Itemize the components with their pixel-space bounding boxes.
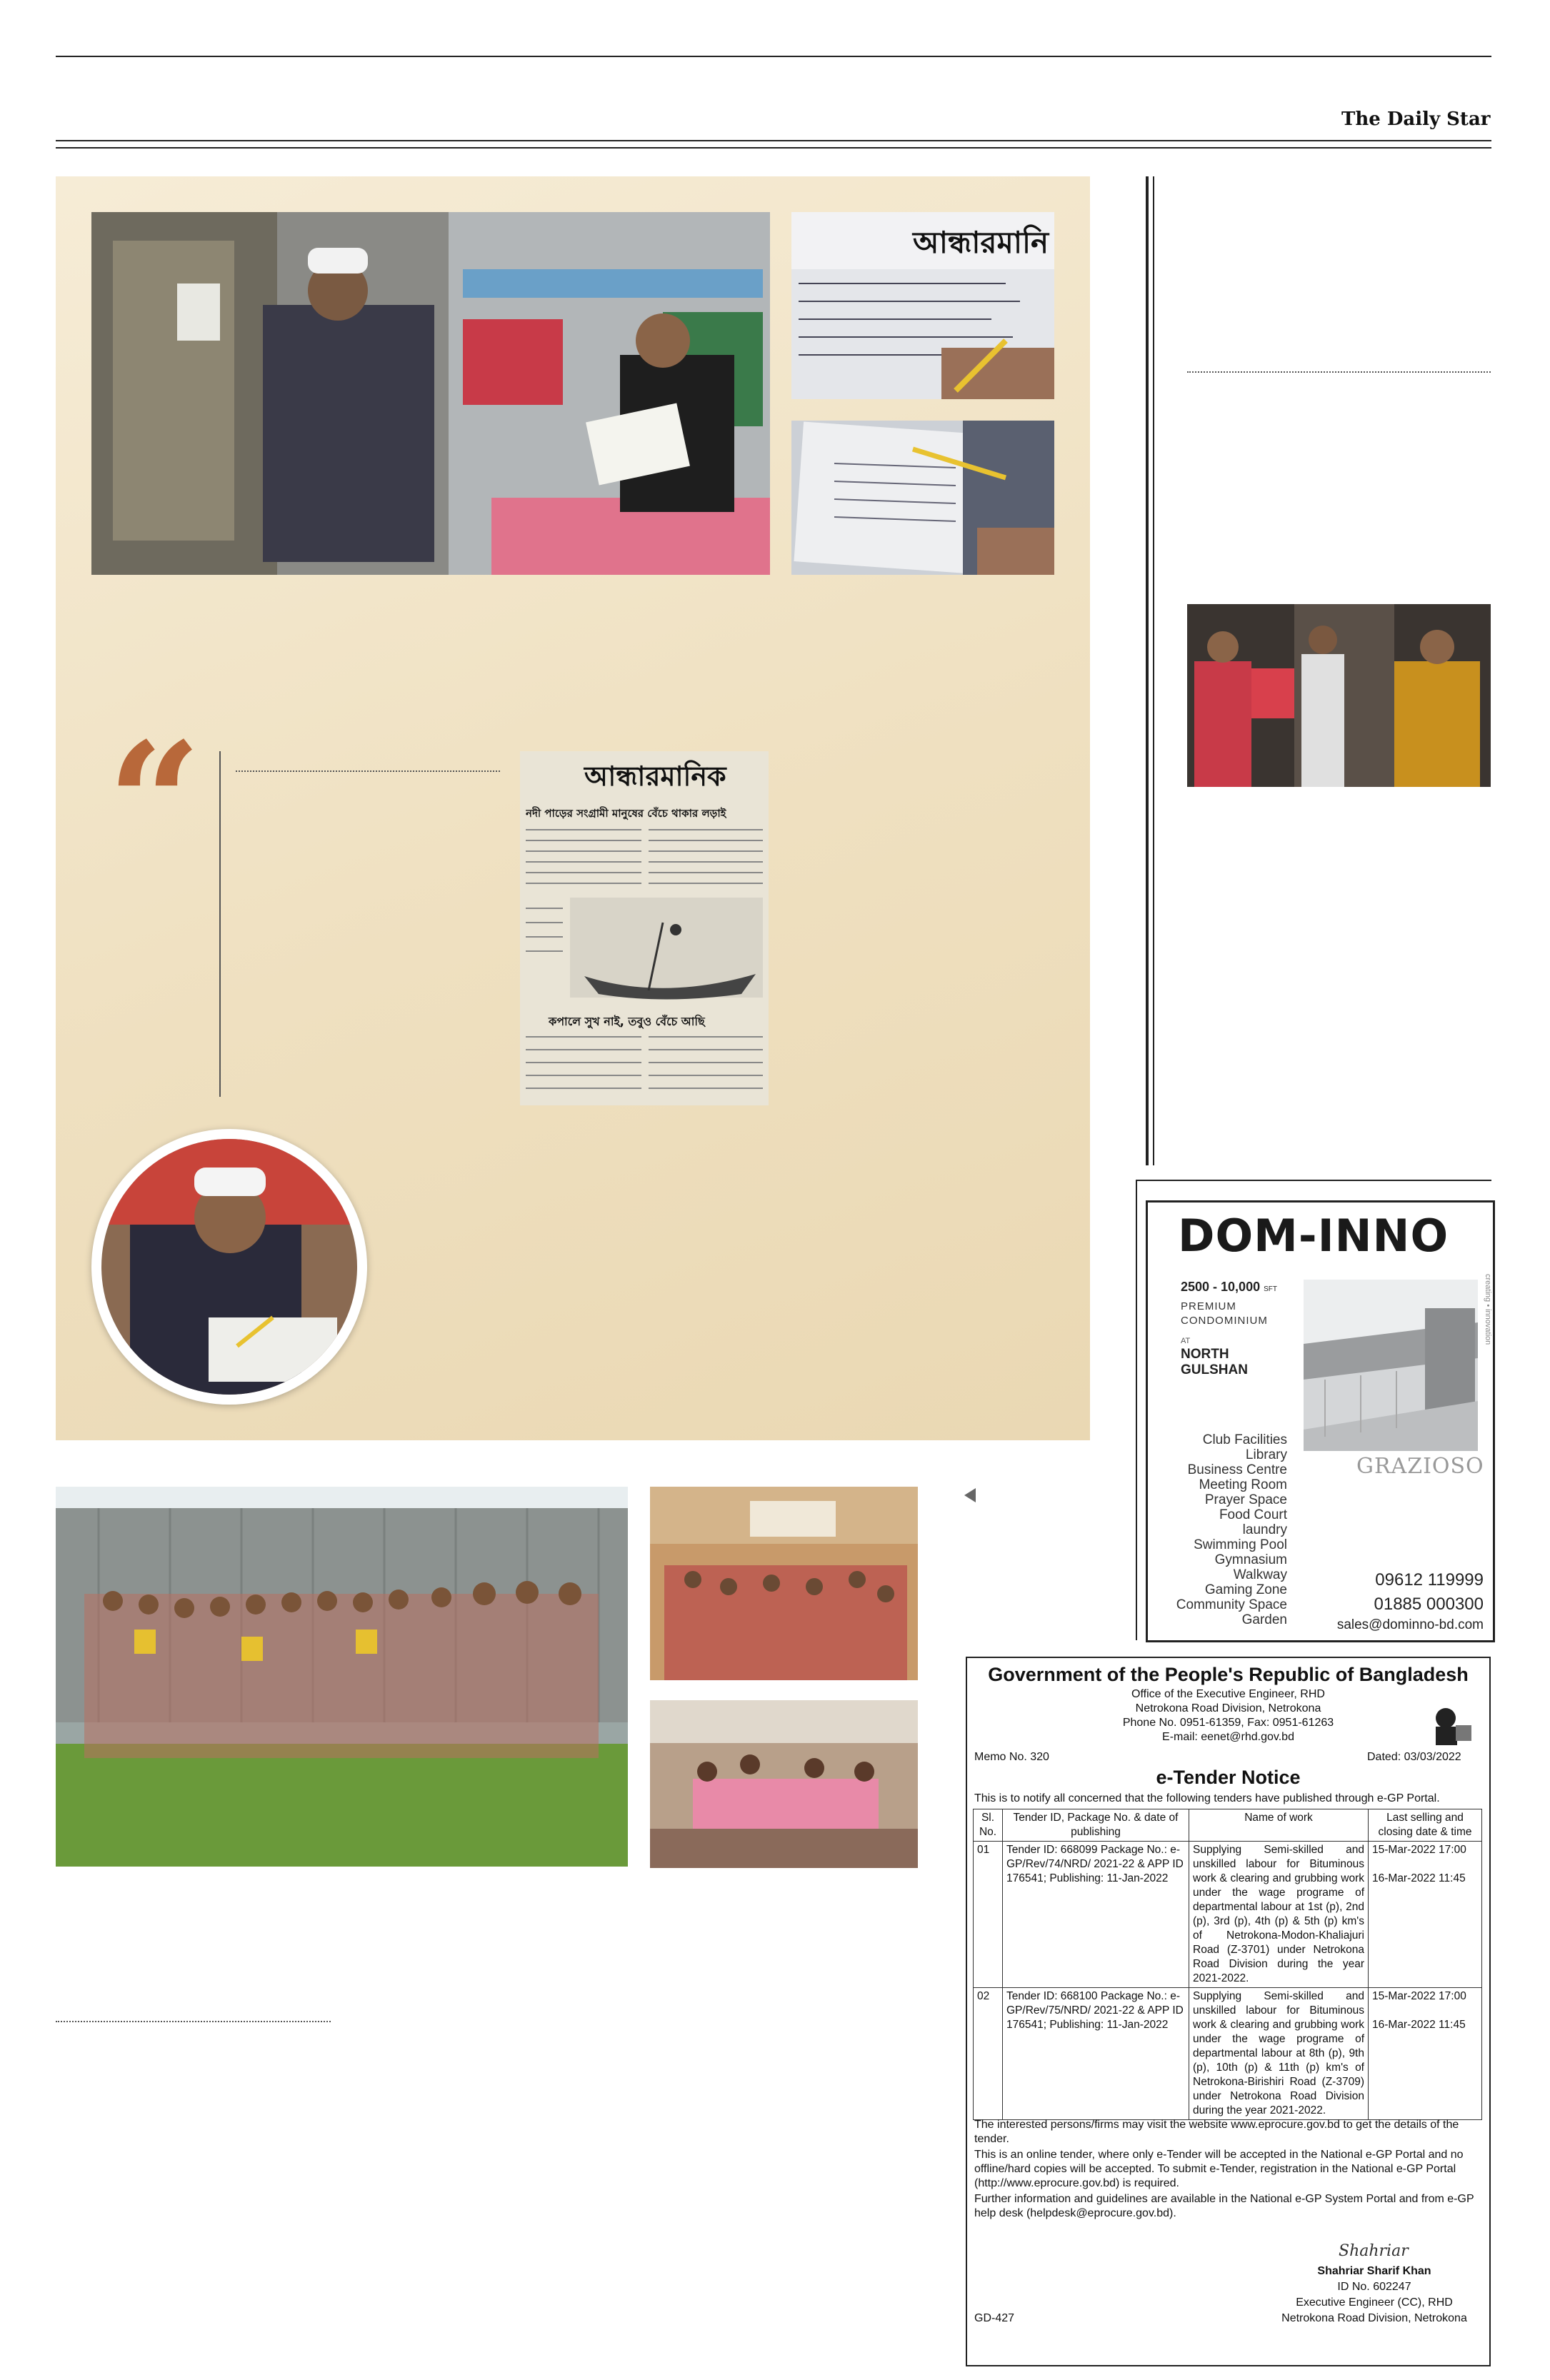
facility-item: laundry — [1242, 1522, 1287, 1537]
govt-logo-icon — [1424, 1698, 1474, 1748]
facility-item: Library — [1245, 1447, 1287, 1462]
ad-type-line1: PREMIUM — [1181, 1300, 1236, 1312]
classroom-photo-1 — [650, 1487, 918, 1680]
facility-item: Swimming Pool — [1194, 1537, 1287, 1552]
tender-footer-3: Further information and guidelines are available in the National e-GP System Portal and from e-GP help desk (helpdesk@eprocure.gov.bd). — [974, 2193, 1474, 2219]
ad-size — [1181, 1280, 1277, 1295]
facility-item: Food Court — [1219, 1507, 1287, 1522]
tender-phone: Phone No. 0951-61359, Fax: 0951-61263 — [1122, 1717, 1334, 1729]
facility-item: Gymnasium — [1214, 1552, 1287, 1567]
tender-office: Office of the Executive Engineer, RHD — [1131, 1688, 1325, 1700]
dominno-ad — [1146, 1200, 1495, 1642]
tender-notice-title: e-Tender Notice — [1156, 1767, 1301, 1788]
sidebar-dotted-rule — [1187, 371, 1491, 373]
facility-item: Club Facilities — [1202, 1432, 1287, 1447]
ad-building-photo — [1304, 1280, 1478, 1451]
cell-sell-date: 15-Mar-2022 17:00 — [1372, 1990, 1466, 2002]
cell-sl: 02 — [974, 1988, 1003, 2120]
clipping-caption: কপালে সুখ নাই, তবুও বেঁচে আছি — [549, 1015, 705, 1028]
tender-signer-title: Executive Engineer (CC), RHD — [1296, 2296, 1453, 2309]
tender-footer-1: The interested persons/firms may visit the website www.eprocure.gov.bd to get the details of the tender. — [974, 2119, 1459, 2145]
tender-code: GD-427 — [974, 2312, 1015, 2324]
portrait-photo — [101, 1139, 357, 1395]
ad-top-rule — [1136, 1180, 1491, 1181]
ad-location-line2: GULSHAN — [1181, 1362, 1248, 1377]
facility-item: Meeting Room — [1199, 1477, 1287, 1492]
portrait-circle — [91, 1129, 367, 1405]
cell-work: Supplying Semi-skilled and unskilled labour for Bituminous work & clearing and grubbing work under the wage programe of departmental labour at 1st (p), 2nd (p), 3rd (p), 4th (p) & 5th (p) km's of Netrokona-Modon-Khaliajuri Road (Z-3701) under Netrokona Road Division during the year 2021-2022. — [1189, 1842, 1369, 1988]
header-dates: Last selling and closing date & time — [1369, 1809, 1482, 1842]
tender-notice — [966, 1657, 1491, 2366]
signature-scribble: Shahriar — [1339, 2242, 1409, 2260]
clipping-body-text — [520, 823, 769, 1105]
ad-size-range: 2500 - 10,000 — [1181, 1280, 1261, 1294]
pullquote-dotted-rule — [236, 770, 500, 772]
ad-facilities — [1155, 1432, 1287, 1627]
left-triangle-icon — [964, 1488, 976, 1502]
classroom-photo-2 — [650, 1700, 918, 1868]
facility-item: Garden — [1241, 1612, 1287, 1627]
tender-division: Netrokona Road Division, Netrokona — [1135, 1702, 1321, 1714]
pullquote-mark: “ — [107, 707, 202, 900]
tender-dated: Dated: 03/03/2022 — [1367, 1751, 1461, 1763]
cell-close-date: 16-Mar-2022 11:45 — [1372, 2019, 1466, 2031]
cell-dates — [1369, 1988, 1482, 2120]
tender-signer: Shahriar Sharif Khan — [1317, 2265, 1431, 2277]
tender-email: E-mail: eenet@rhd.gov.bd — [1162, 1731, 1294, 1743]
newspaper-clipping — [520, 751, 769, 1105]
tender-intro: This is to notify all concerned that the following tenders have published through e-GP Portal. — [974, 1792, 1440, 1804]
cell-close-date: 16-Mar-2022 11:45 — [1372, 1872, 1466, 1884]
facility-item: Walkway — [1233, 1567, 1287, 1582]
writing-photo-header: আন্ধারমানি — [913, 225, 1049, 260]
cell-sell-date: 15-Mar-2022 17:00 — [1372, 1844, 1466, 1856]
ad-side-text: creating • innovation — [1484, 1274, 1492, 1345]
ad-type — [1181, 1300, 1268, 1328]
pullquote-vertical-rule — [219, 751, 221, 1097]
table-row — [974, 1988, 1482, 2120]
ad-size-unit: SFT — [1264, 1285, 1277, 1293]
facility-item: Prayer Space — [1204, 1492, 1287, 1507]
clipping-headline: আন্ধারমানিক — [584, 760, 726, 792]
cell-sl: 01 — [974, 1842, 1003, 1988]
ad-project-name: GRAZIOSO — [1356, 1454, 1484, 1479]
tender-title: Government of the People's Republic of Bangladesh — [988, 1664, 1469, 1685]
table-row — [974, 1842, 1482, 1988]
tender-memo: Memo No. 320 — [974, 1751, 1049, 1763]
ad-contact — [1319, 1568, 1484, 1634]
clipping-subheadline: নদী পাড়ের সংগ্রামী মানুষের বেঁচে থাকার লড়াই — [526, 807, 726, 820]
tender-signer-id: ID No. 602247 — [1337, 2281, 1411, 2293]
tender-table — [973, 1809, 1482, 2120]
sidebar-photo — [1187, 604, 1491, 787]
facility-item: Community Space — [1176, 1597, 1287, 1612]
shop-photo — [91, 212, 770, 575]
ad-at: AT — [1181, 1337, 1191, 1345]
ad-side-rule — [1136, 1180, 1137, 1640]
children-group-photo — [56, 1487, 628, 1867]
tender-footer-2: This is an online tender, where only e-Tender will be accepted in the National e-GP Portal and no offline/hard copies will be accepted. To submit e-Tender, registration in the National e-GP Portal (http://www.eprocure.gov.bd) is required. — [974, 2149, 1464, 2189]
ad-location — [1181, 1347, 1248, 1378]
ad-location-line1: NORTH — [1181, 1347, 1229, 1362]
header-rule-1 — [56, 140, 1491, 141]
header-tender-id: Tender ID, Package No. & date of publishing — [1003, 1809, 1189, 1842]
cell-dates — [1369, 1842, 1482, 1988]
right-column-rule-2 — [1153, 176, 1154, 1165]
header-sl: Sl. No. — [974, 1809, 1003, 1842]
right-column-rule-1 — [1146, 176, 1149, 1165]
newspaper-photo — [791, 421, 1054, 575]
ad-brand: DOM-INNO — [1178, 1210, 1449, 1262]
header-work: Name of work — [1189, 1809, 1369, 1842]
bottom-left-dotted-rule — [56, 2021, 331, 2022]
ad-phone-2: 01885 000300 — [1374, 1595, 1484, 1614]
facility-item: Gaming Zone — [1204, 1582, 1287, 1597]
header-rule-2 — [56, 147, 1491, 149]
cell-work: Supplying Semi-skilled and unskilled labour for Bituminous work & clearing and grubbing work under the wage programe of departmental labour at 8th (p), 9th (p), 10th (p) & 11th (p) km's of Netrokona-Birishiri Road (Z-3709) under Netrokona Road Division during the year 2021-2022. — [1189, 1988, 1369, 2120]
ad-email: sales@dominno-bd.com — [1336, 1617, 1484, 1632]
facility-item: Business Centre — [1187, 1462, 1287, 1477]
ad-phone-1: 09612 119999 — [1375, 1570, 1484, 1590]
cell-tender-id: Tender ID: 668100 Package No.: e-GP/Rev/75/NRD/ 2021-22 & APP ID 176541; Publishing: 11-Jan-2022 — [1003, 1988, 1189, 2120]
writing-photo — [791, 212, 1054, 399]
tender-signer-division: Netrokona Road Division, Netrokona — [1281, 2312, 1467, 2324]
tender-table-header — [974, 1809, 1482, 1842]
top-rule — [56, 56, 1491, 57]
cell-tender-id: Tender ID: 668099 Package No.: e-GP/Rev/74/NRD/ 2021-22 & APP ID 176541; Publishing: 11-Jan-2022 — [1003, 1842, 1189, 1988]
ad-type-line2: CONDOMINIUM — [1181, 1315, 1268, 1327]
masthead-logo: The Daily Star — [1341, 109, 1491, 130]
